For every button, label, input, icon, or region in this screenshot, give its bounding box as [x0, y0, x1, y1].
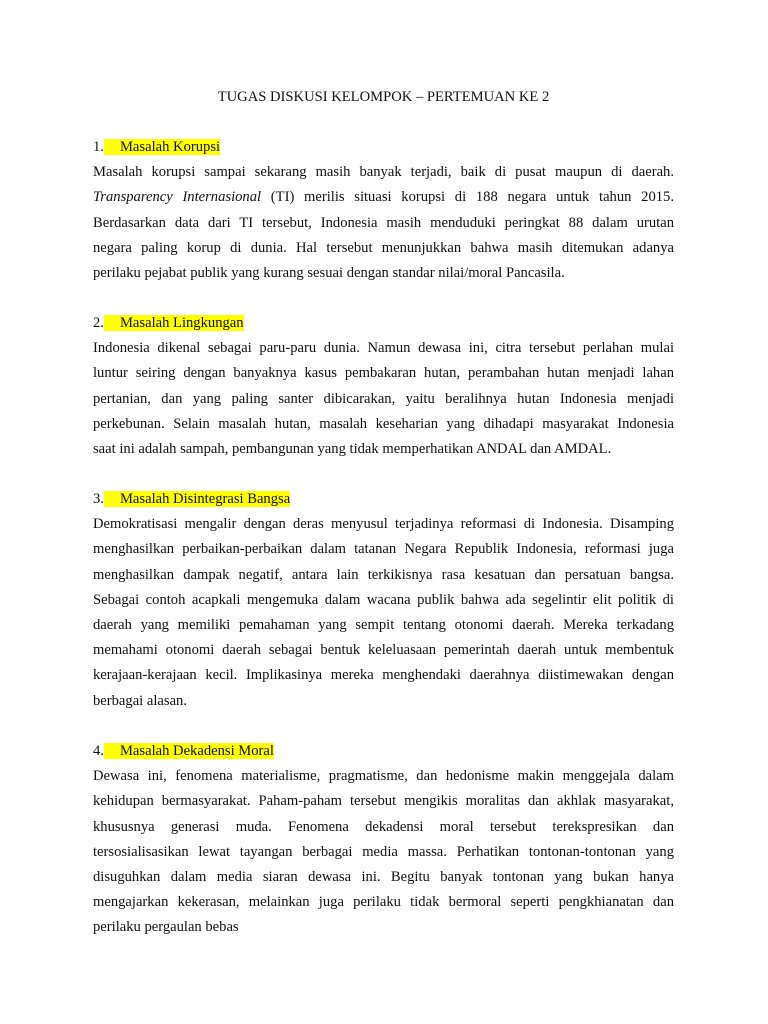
paragraph-line: tersosialisasikan lewat tayangan berbagai media massa. Perhatikan tontonan-tontonan yang [93, 843, 674, 860]
highlighted-heading: Masalah Korupsi [104, 139, 220, 155]
section-heading [93, 311, 674, 336]
section-heading [93, 487, 674, 512]
italic-term: Transparency Internasional [93, 189, 262, 206]
paragraph-line: Masalah korupsi sampai sekarang masih banyak terjadi, baik di pusat maupun di daerah. [93, 164, 674, 181]
document-title: TUGAS DISKUSI KELOMPOK – PERTEMUAN KE 2 [217, 89, 550, 105]
paragraph-text: (TI) merilis situasi korupsi di 188 negara untuk tahun 2015. [261, 189, 675, 206]
section-disintegrasi [93, 487, 674, 714]
highlighted-heading: Masalah Disintegrasi Bangsa [104, 491, 290, 507]
paragraph-line: saat ini adalah sampah, pembangunan yang tidak memperhatikan ANDAL dan AMDAL. [93, 441, 612, 458]
section-number: 2. [93, 315, 104, 331]
section-paragraph [93, 764, 674, 940]
section-paragraph [93, 336, 674, 462]
section-number: 1. [93, 139, 104, 155]
paragraph-line: memahami otonomi daerah sebagai bentuk keleluasaan pemerintah daerah untuk membentuk [93, 642, 674, 659]
paragraph-line: menghasilkan dampak negatif, antara lain terkikisnya rasa kesatuan dan persatuan bangsa. [93, 566, 674, 583]
paragraph-line: khususnya generasi muda. Fenomena dekadensi moral tersebut terekspresikan dan [93, 818, 674, 835]
section-lingkungan [93, 311, 674, 462]
paragraph-line: daerah yang memiliki pemahaman yang sempit tentang otonomi daerah. Mereka terkadang [93, 617, 674, 634]
paragraph-line: kehidupan bermasyarakat. Paham-paham tersebut mengikis moralitas dan akhlak masyarakat, [93, 793, 674, 810]
section-dekadensi [93, 739, 674, 941]
paragraph-line: perilaku pejabat publik yang kurang sesuai dengan standar nilai/moral Pancasila. [93, 265, 565, 282]
paragraph-line: pertanian, dan yang paling santer dibicarakan, yaitu beralihnya hutan Indonesia menjadi [93, 390, 674, 407]
paragraph-line: kerajaan-kerajaan kecil. Implikasinya mereka menghendaki daerahnya diistimewakan dengan [93, 667, 674, 684]
paragraph-line: perkebunan. Selain masalah hutan, masalah keseharian yang dihadapi masyarakat Indonesia [93, 415, 674, 432]
highlighted-heading: Masalah Dekadensi Moral [104, 743, 274, 759]
section-heading [93, 739, 674, 764]
section-number: 4. [93, 743, 104, 759]
paragraph-line [93, 185, 674, 210]
section-paragraph [93, 160, 674, 286]
paragraph-line: perilaku pergaulan bebas [93, 919, 239, 936]
paragraph-line: luntur seiring dengan banyaknya kasus pembakaran hutan, perambahan hutan menjadi lahan [93, 365, 674, 382]
paragraph-line: Sebagai contoh acapkali mengemuka dalam wacana publik bahwa ada segelintir elit politik di [93, 591, 674, 608]
paragraph-line: disuguhkan dalam media siaran dewasa ini. Begitu banyak tontonan yang bukan hanya [93, 869, 674, 886]
section-paragraph [93, 512, 674, 714]
paragraph-line: berbagai alasan. [93, 692, 187, 709]
paragraph-line: menghasilkan perbaikan-perbaikan dalam tatanan Negara Republik Indonesia, reformasi juga [93, 541, 674, 558]
paragraph-line: negara paling korup di dunia. Hal tersebut menunjukkan bahwa masih ditemukan adanya [93, 239, 674, 256]
highlighted-heading: Masalah Lingkungan [104, 315, 244, 331]
paragraph-line: mengajarkan kekerasan, melainkan juga perilaku tidak bermoral seperti pengkhianatan dan [93, 894, 674, 911]
paragraph-line: Indonesia dikenal sebagai paru-paru dunia. Namun dewasa ini, citra tersebut perlahan mulai [93, 340, 674, 357]
section-number: 3. [93, 491, 104, 507]
section-korupsi [93, 135, 674, 286]
paragraph-line: Dewasa ini, fenomena materialisme, pragmatisme, dan hedonisme makin menggejala dalam [93, 768, 674, 785]
paragraph-line: Demokratisasi mengalir dengan deras menyusul terjadinya reformasi di Indonesia. Disamping [93, 516, 674, 533]
section-heading [93, 135, 674, 160]
paragraph-line: Berdasarkan data dari TI tersebut, Indonesia masih menduduki peringkat 88 dalam urutan [93, 214, 674, 231]
